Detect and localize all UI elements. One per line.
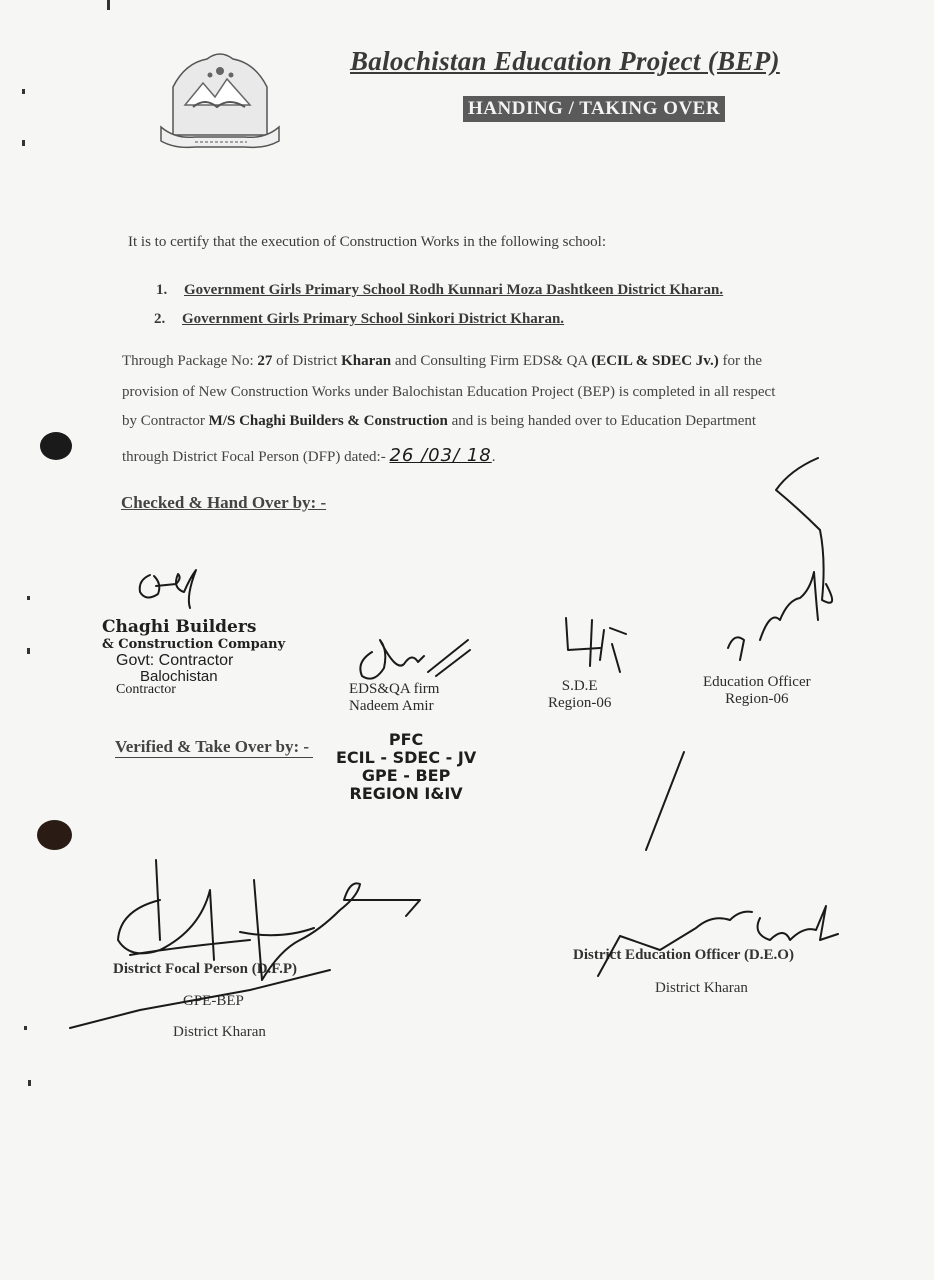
punch-hole-top xyxy=(40,432,72,460)
body-paragraph-line: by Contractor M/S Chaghi Builders & Construction and is being handed over to Education Department xyxy=(122,413,757,429)
body-paragraph-line: provision of New Construction Works under Balochistan Education Project (BEP) is completed in all respect xyxy=(122,384,776,400)
school-item xyxy=(154,311,564,328)
eo-region: Region-06 xyxy=(725,691,789,707)
sde-signature-block xyxy=(548,678,611,712)
dfp-role: District Focal Person (D.F.P) xyxy=(113,961,297,977)
school-number: 1. xyxy=(156,282,168,298)
eds-role: EDS&QA firm xyxy=(349,681,440,697)
sde-signature xyxy=(566,618,626,672)
deo-district: District Kharan xyxy=(655,980,748,996)
deo-role: District Education Officer (D.E.O) xyxy=(573,947,794,963)
eds-signature-block xyxy=(349,681,439,715)
eo-role: Education Officer xyxy=(703,674,811,690)
verified-heading: Verified & Take Over by: - xyxy=(115,737,313,758)
bep-logo xyxy=(155,45,285,160)
pfc-signature-slash xyxy=(646,752,684,850)
sde-role: S.D.E xyxy=(561,678,598,694)
school-name: Government Girls Primary School Sinkori District Kharan. xyxy=(182,311,565,327)
school-number: 2. xyxy=(154,311,166,327)
margin-mark xyxy=(24,1026,27,1030)
margin-mark xyxy=(28,1080,31,1086)
checked-heading: Checked & Hand Over by: - xyxy=(121,493,327,512)
dfp-signature xyxy=(70,860,420,1028)
body-paragraph-line: Through Package No: 27 of District Kharan and Consulting Firm EDS& QA (ECIL & SDEC Jv.) for the xyxy=(122,353,763,369)
deo-signature xyxy=(598,906,838,976)
margin-mark xyxy=(22,140,25,146)
document-title: Balochistan Education Project (BEP) xyxy=(350,46,780,76)
dfp-org: GPE-BEP xyxy=(183,993,244,1009)
school-item xyxy=(156,282,723,299)
punch-hole-bottom xyxy=(37,820,72,850)
document-subtitle: HANDING / TAKING OVER xyxy=(465,98,723,120)
dfp-district: District Kharan xyxy=(173,1024,266,1040)
eds-name: Nadeem Amir xyxy=(349,698,434,714)
margin-mark xyxy=(107,0,110,10)
margin-mark xyxy=(22,89,25,94)
school-name: Government Girls Primary School Rodh Kunnari Moza Dashtkeen District Kharan. xyxy=(184,282,724,298)
eo-signature-block xyxy=(703,674,811,708)
margin-mark xyxy=(27,648,30,654)
pfc-stamp: PFC ECIL - SDEC - JV GPE - BEP REGION I&IV xyxy=(336,730,477,803)
intro-text: It is to certify that the execution of Construction Works in the following school: xyxy=(128,234,607,250)
margin-mark xyxy=(27,596,30,600)
eds-signature xyxy=(360,640,470,679)
handover-date: 26 /03/ 18 xyxy=(389,445,492,466)
contractor-signature xyxy=(140,570,196,608)
eo-signature xyxy=(728,458,832,660)
body-paragraph-line: through District Focal Person (DFP) dated:- 26 /03/ 18. xyxy=(122,445,496,466)
contractor-stamp: Chaghi Builders & Construction Company Govt: Contractor Balochistan Contractor xyxy=(102,617,286,697)
sde-region: Region-06 xyxy=(548,695,612,711)
